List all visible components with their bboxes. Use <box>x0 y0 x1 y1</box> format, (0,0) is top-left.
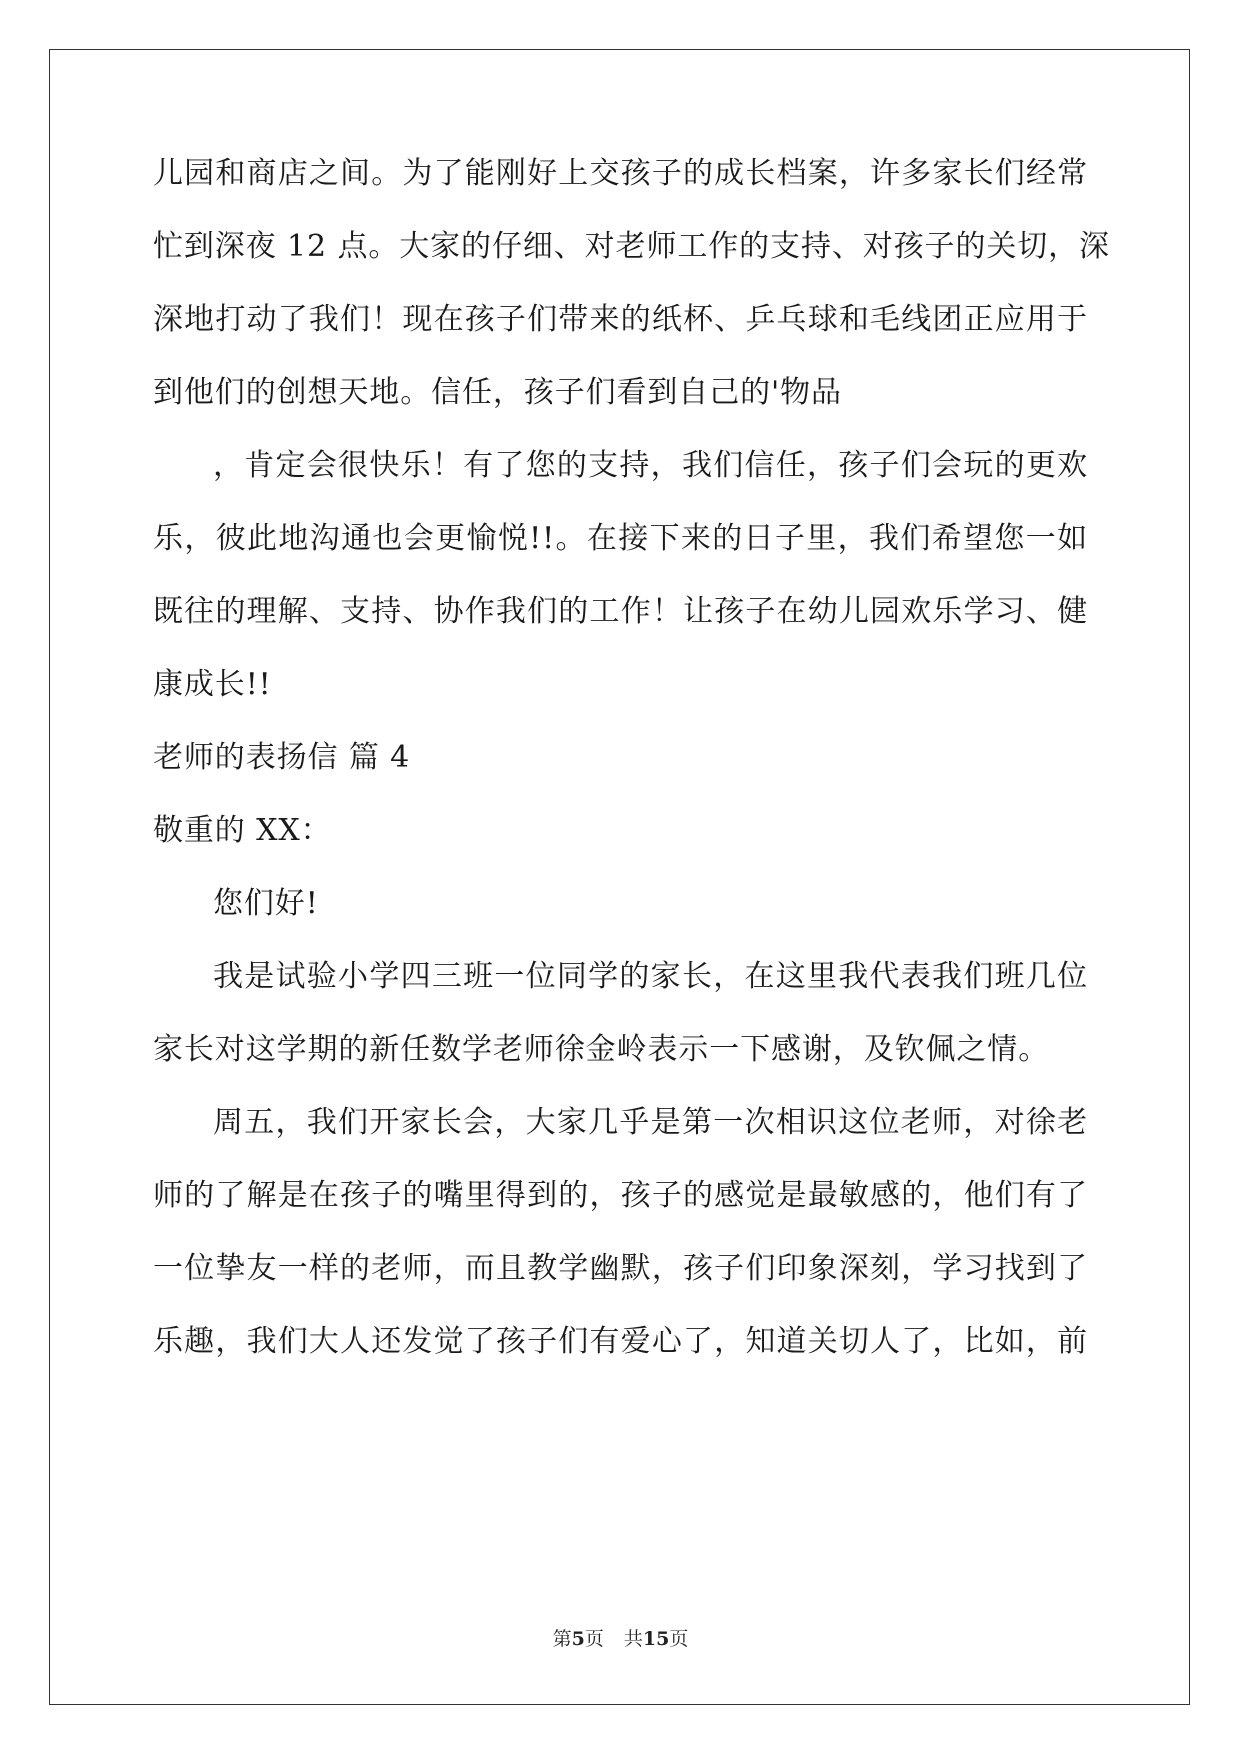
section-heading: 老师的表扬信 篇 4 <box>153 740 411 775</box>
page-label-suffix: 页 <box>584 1628 604 1650</box>
body-line: 乐，彼此地沟通也会更愉悦!!。在接下来的日子里，我们希望您一如 <box>153 521 1088 556</box>
body-line: 我是试验小学四三班一位同学的家长，在这里我代表我们班几位 <box>213 959 1088 994</box>
greeting: 您们好! <box>213 886 319 921</box>
body-line: 忙到深夜 12 点。大家的仔细、对老师工作的支持、对孩子的关切，深 <box>153 229 1110 264</box>
body-line: 深地打动了我们！现在孩子们带来的纸杯、乒乓球和毛线团正应用于 <box>153 302 1088 337</box>
body-line: 一位挚友一样的老师，而且教学幽默，孩子们印象深刻，学习找到了 <box>153 1251 1088 1286</box>
salutation: 敬重的 XX： <box>153 813 332 848</box>
body-line: 既往的理解、支持、协作我们的工作！让孩子在幼儿园欢乐学习、健 <box>153 594 1088 629</box>
body-line: 乐趣，我们大人还发觉了孩子们有爱心了，知道关切人了，比如，前 <box>153 1324 1088 1359</box>
total-pages: 15 <box>642 1628 670 1650</box>
body-line: 儿园和商店之间。为了能刚好上交孩子的成长档案，许多家长们经常 <box>153 156 1088 191</box>
page-footer <box>0 1627 1241 1651</box>
body-line: ，肯定会很快乐！有了您的支持，我们信任，孩子们会玩的更欢 <box>213 448 1088 483</box>
total-label-prefix: 共 <box>623 1628 643 1650</box>
body-line: 家长对这学期的新任数学老师徐金岭表示一下感谢，及钦佩之情。 <box>153 1032 1050 1067</box>
body-line: 到他们的创想天地。信任，孩子们看到自己的'物品 <box>153 375 842 410</box>
page-label-prefix: 第 <box>552 1628 572 1650</box>
total-label-suffix: 页 <box>669 1628 689 1650</box>
page-frame <box>49 49 1190 1705</box>
body-line: 康成长!! <box>153 667 272 702</box>
body-line: 师的了解是在孩子的嘴里得到的，孩子的感觉是最敏感的，他们有了 <box>153 1178 1088 1213</box>
page-number: 5 <box>571 1628 585 1650</box>
body-line: 周五，我们开家长会，大家几乎是第一次相识这位老师，对徐老 <box>213 1105 1088 1140</box>
